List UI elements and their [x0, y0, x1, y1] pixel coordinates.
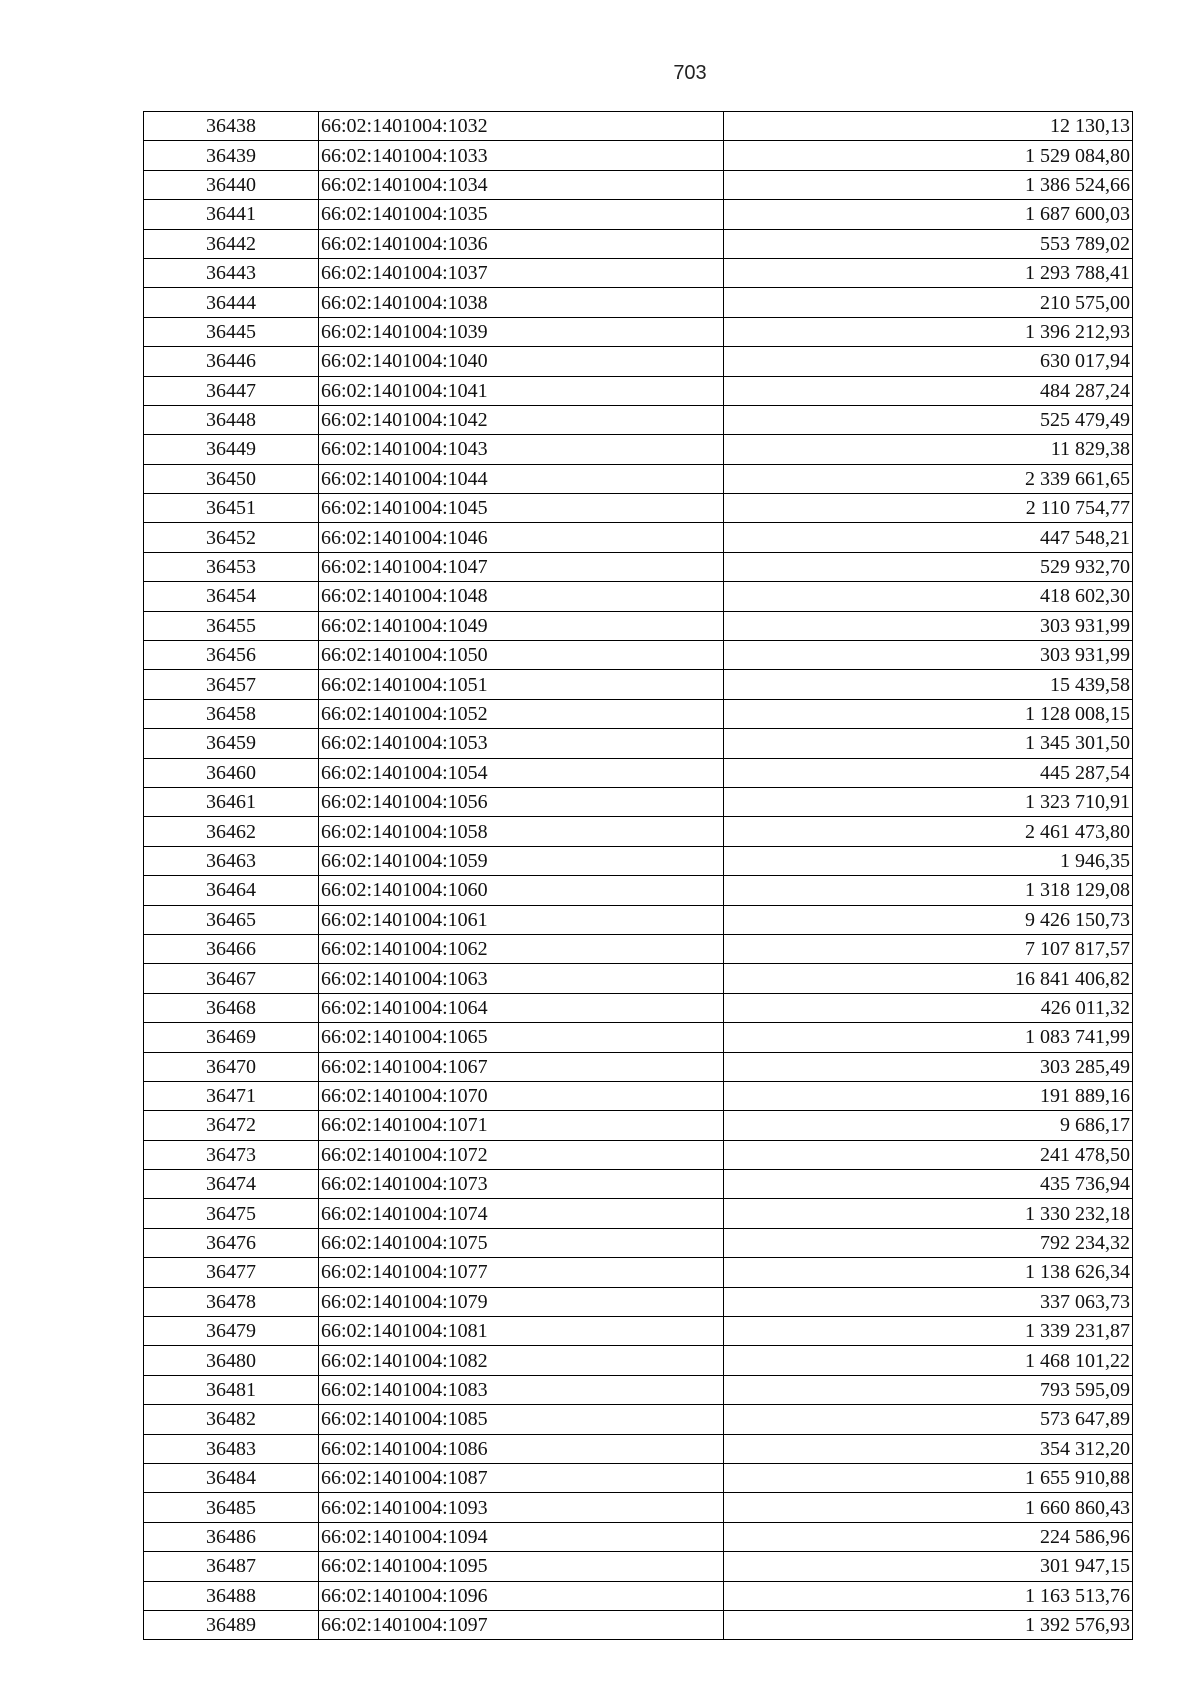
row-number-cell: 36449	[144, 435, 319, 464]
cadastral-value-cell: 11 829,38	[724, 435, 1133, 464]
row-number-cell: 36475	[144, 1199, 319, 1228]
cadastral-number-cell: 66:02:1401004:1083	[319, 1375, 724, 1404]
cadastral-number-cell: 66:02:1401004:1045	[319, 494, 724, 523]
cadastral-number-cell: 66:02:1401004:1050	[319, 641, 724, 670]
table-row	[144, 993, 1133, 1022]
cadastral-value-cell: 1 468 101,22	[724, 1346, 1133, 1375]
row-number-cell: 36448	[144, 405, 319, 434]
cadastral-number-cell: 66:02:1401004:1095	[319, 1552, 724, 1581]
row-number-cell: 36450	[144, 464, 319, 493]
cadastral-value-cell: 303 285,49	[724, 1052, 1133, 1081]
cadastral-number-cell: 66:02:1401004:1042	[319, 405, 724, 434]
cadastral-number-cell: 66:02:1401004:1094	[319, 1522, 724, 1551]
table-row	[144, 170, 1133, 199]
row-number-cell: 36459	[144, 729, 319, 758]
cadastral-number-cell: 66:02:1401004:1059	[319, 846, 724, 875]
cadastral-value-cell: 2 339 661,65	[724, 464, 1133, 493]
table-row	[144, 1581, 1133, 1610]
row-number-cell: 36460	[144, 758, 319, 787]
cadastral-value-cell: 2 110 754,77	[724, 494, 1133, 523]
row-number-cell: 36485	[144, 1493, 319, 1522]
table-row	[144, 376, 1133, 405]
row-number-cell: 36467	[144, 964, 319, 993]
cadastral-number-cell: 66:02:1401004:1070	[319, 1081, 724, 1110]
cadastral-value-cell: 9 686,17	[724, 1111, 1133, 1140]
table-row	[144, 1287, 1133, 1316]
cadastral-number-cell: 66:02:1401004:1033	[319, 141, 724, 170]
row-number-cell: 36479	[144, 1317, 319, 1346]
table-row	[144, 1552, 1133, 1581]
row-number-cell: 36471	[144, 1081, 319, 1110]
table-row	[144, 934, 1133, 963]
cadastral-value-cell: 2 461 473,80	[724, 817, 1133, 846]
cadastral-value-cell: 1 396 212,93	[724, 317, 1133, 346]
cadastral-number-cell: 66:02:1401004:1048	[319, 582, 724, 611]
table-row	[144, 1258, 1133, 1287]
table-row	[144, 288, 1133, 317]
cadastral-value-cell: 1 345 301,50	[724, 729, 1133, 758]
table-row	[144, 1228, 1133, 1257]
row-number-cell: 36473	[144, 1140, 319, 1169]
row-number-cell: 36489	[144, 1610, 319, 1639]
cadastral-value-cell: 418 602,30	[724, 582, 1133, 611]
cadastral-number-cell: 66:02:1401004:1047	[319, 552, 724, 581]
cadastral-number-cell: 66:02:1401004:1063	[319, 964, 724, 993]
cadastral-value-cell: 224 586,96	[724, 1522, 1133, 1551]
table-row	[144, 787, 1133, 816]
cadastral-value-cell: 1 330 232,18	[724, 1199, 1133, 1228]
table-row	[144, 1610, 1133, 1639]
cadastral-value-cell: 529 932,70	[724, 552, 1133, 581]
cadastral-value-cell: 15 439,58	[724, 670, 1133, 699]
table-row	[144, 1375, 1133, 1404]
cadastral-value-cell: 7 107 817,57	[724, 934, 1133, 963]
cadastral-number-cell: 66:02:1401004:1035	[319, 200, 724, 229]
table-row	[144, 964, 1133, 993]
cadastral-value-cell: 303 931,99	[724, 641, 1133, 670]
row-number-cell: 36478	[144, 1287, 319, 1316]
cadastral-number-cell: 66:02:1401004:1062	[319, 934, 724, 963]
cadastral-number-cell: 66:02:1401004:1040	[319, 347, 724, 376]
cadastral-value-cell: 1 655 910,88	[724, 1463, 1133, 1492]
cadastral-number-cell: 66:02:1401004:1041	[319, 376, 724, 405]
cadastral-value-cell: 1 386 524,66	[724, 170, 1133, 199]
table-row	[144, 112, 1133, 141]
row-number-cell: 36444	[144, 288, 319, 317]
page-number: 703	[673, 62, 707, 84]
table-row	[144, 258, 1133, 287]
cadastral-number-cell: 66:02:1401004:1060	[319, 876, 724, 905]
cadastral-number-cell: 66:02:1401004:1072	[319, 1140, 724, 1169]
table-row	[144, 1434, 1133, 1463]
row-number-cell: 36456	[144, 641, 319, 670]
table-row	[144, 670, 1133, 699]
row-number-cell: 36452	[144, 523, 319, 552]
table-row	[144, 905, 1133, 934]
cadastral-number-cell: 66:02:1401004:1052	[319, 699, 724, 728]
cadastral-number-cell: 66:02:1401004:1071	[319, 1111, 724, 1140]
cadastral-number-cell: 66:02:1401004:1074	[319, 1199, 724, 1228]
table-row	[144, 405, 1133, 434]
cadastral-number-cell: 66:02:1401004:1058	[319, 817, 724, 846]
table-row	[144, 1140, 1133, 1169]
row-number-cell: 36486	[144, 1522, 319, 1551]
cadastral-value-cell: 1 529 084,80	[724, 141, 1133, 170]
cadastral-number-cell: 66:02:1401004:1096	[319, 1581, 724, 1610]
cadastral-number-cell: 66:02:1401004:1085	[319, 1405, 724, 1434]
row-number-cell: 36440	[144, 170, 319, 199]
cadastral-value-table	[143, 111, 1133, 1640]
cadastral-value-cell: 354 312,20	[724, 1434, 1133, 1463]
row-number-cell: 36482	[144, 1405, 319, 1434]
table-row	[144, 1081, 1133, 1110]
table-row	[144, 464, 1133, 493]
cadastral-number-cell: 66:02:1401004:1065	[319, 1023, 724, 1052]
cadastral-value-cell: 210 575,00	[724, 288, 1133, 317]
table-row	[144, 1023, 1133, 1052]
cadastral-value-cell: 1 318 129,08	[724, 876, 1133, 905]
cadastral-number-cell: 66:02:1401004:1061	[319, 905, 724, 934]
cadastral-number-cell: 66:02:1401004:1064	[319, 993, 724, 1022]
table-row	[144, 758, 1133, 787]
cadastral-number-cell: 66:02:1401004:1079	[319, 1287, 724, 1316]
table-row	[144, 435, 1133, 464]
cadastral-number-cell: 66:02:1401004:1049	[319, 611, 724, 640]
cadastral-value-cell: 1 163 513,76	[724, 1581, 1133, 1610]
table-row	[144, 494, 1133, 523]
cadastral-number-cell: 66:02:1401004:1067	[319, 1052, 724, 1081]
table-row	[144, 846, 1133, 875]
cadastral-number-cell: 66:02:1401004:1046	[319, 523, 724, 552]
row-number-cell: 36472	[144, 1111, 319, 1140]
table-row	[144, 1317, 1133, 1346]
row-number-cell: 36463	[144, 846, 319, 875]
cadastral-number-cell: 66:02:1401004:1036	[319, 229, 724, 258]
cadastral-number-cell: 66:02:1401004:1086	[319, 1434, 724, 1463]
cadastral-number-cell: 66:02:1401004:1082	[319, 1346, 724, 1375]
table-row	[144, 582, 1133, 611]
row-number-cell: 36468	[144, 993, 319, 1022]
table-row	[144, 1493, 1133, 1522]
cadastral-value-cell: 484 287,24	[724, 376, 1133, 405]
row-number-cell: 36457	[144, 670, 319, 699]
cadastral-value-cell: 9 426 150,73	[724, 905, 1133, 934]
table-row	[144, 1463, 1133, 1492]
cadastral-value-cell: 553 789,02	[724, 229, 1133, 258]
row-number-cell: 36438	[144, 112, 319, 141]
cadastral-value-cell: 1 128 008,15	[724, 699, 1133, 728]
cadastral-value-cell: 191 889,16	[724, 1081, 1133, 1110]
row-number-cell: 36442	[144, 229, 319, 258]
cadastral-value-cell: 426 011,32	[724, 993, 1133, 1022]
cadastral-number-cell: 66:02:1401004:1038	[319, 288, 724, 317]
cadastral-number-cell: 66:02:1401004:1093	[319, 1493, 724, 1522]
row-number-cell: 36469	[144, 1023, 319, 1052]
row-number-cell: 36464	[144, 876, 319, 905]
row-number-cell: 36465	[144, 905, 319, 934]
table-row	[144, 1346, 1133, 1375]
cadastral-value-cell: 1 339 231,87	[724, 1317, 1133, 1346]
row-number-cell: 36446	[144, 347, 319, 376]
cadastral-value-cell: 1 660 860,43	[724, 1493, 1133, 1522]
cadastral-value-cell: 337 063,73	[724, 1287, 1133, 1316]
row-number-cell: 36487	[144, 1552, 319, 1581]
row-number-cell: 36455	[144, 611, 319, 640]
cadastral-number-cell: 66:02:1401004:1054	[319, 758, 724, 787]
row-number-cell: 36451	[144, 494, 319, 523]
row-number-cell: 36453	[144, 552, 319, 581]
cadastral-value-cell: 792 234,32	[724, 1228, 1133, 1257]
table-body	[144, 112, 1133, 1640]
cadastral-value-cell: 793 595,09	[724, 1375, 1133, 1404]
table-row	[144, 317, 1133, 346]
cadastral-value-cell: 1 293 788,41	[724, 258, 1133, 287]
cadastral-value-cell: 16 841 406,82	[724, 964, 1133, 993]
table-row	[144, 1052, 1133, 1081]
table-row	[144, 876, 1133, 905]
row-number-cell: 36441	[144, 200, 319, 229]
cadastral-value-cell: 445 287,54	[724, 758, 1133, 787]
cadastral-value-cell: 1 323 710,91	[724, 787, 1133, 816]
cadastral-value-cell: 303 931,99	[724, 611, 1133, 640]
row-number-cell: 36470	[144, 1052, 319, 1081]
cadastral-number-cell: 66:02:1401004:1044	[319, 464, 724, 493]
table-row	[144, 641, 1133, 670]
cadastral-value-cell: 1 687 600,03	[724, 200, 1133, 229]
table-row	[144, 817, 1133, 846]
cadastral-number-cell: 66:02:1401004:1053	[319, 729, 724, 758]
row-number-cell: 36483	[144, 1434, 319, 1463]
row-number-cell: 36481	[144, 1375, 319, 1404]
cadastral-value-cell: 447 548,21	[724, 523, 1133, 552]
row-number-cell: 36443	[144, 258, 319, 287]
table-row	[144, 1199, 1133, 1228]
cadastral-number-cell: 66:02:1401004:1051	[319, 670, 724, 699]
row-number-cell: 36466	[144, 934, 319, 963]
row-number-cell: 36462	[144, 817, 319, 846]
table-row	[144, 699, 1133, 728]
cadastral-value-cell: 12 130,13	[724, 112, 1133, 141]
table-row	[144, 729, 1133, 758]
cadastral-value-cell: 630 017,94	[724, 347, 1133, 376]
cadastral-number-cell: 66:02:1401004:1037	[319, 258, 724, 287]
cadastral-number-cell: 66:02:1401004:1032	[319, 112, 724, 141]
row-number-cell: 36454	[144, 582, 319, 611]
table-row	[144, 552, 1133, 581]
cadastral-value-cell: 241 478,50	[724, 1140, 1133, 1169]
table-row	[144, 1522, 1133, 1551]
cadastral-value-cell: 435 736,94	[724, 1170, 1133, 1199]
cadastral-number-cell: 66:02:1401004:1073	[319, 1170, 724, 1199]
cadastral-value-cell: 525 479,49	[724, 405, 1133, 434]
row-number-cell: 36461	[144, 787, 319, 816]
table-row	[144, 611, 1133, 640]
cadastral-value-cell: 1 083 741,99	[724, 1023, 1133, 1052]
cadastral-number-cell: 66:02:1401004:1056	[319, 787, 724, 816]
row-number-cell: 36474	[144, 1170, 319, 1199]
table-row	[144, 347, 1133, 376]
row-number-cell: 36445	[144, 317, 319, 346]
table-row	[144, 523, 1133, 552]
cadastral-number-cell: 66:02:1401004:1097	[319, 1610, 724, 1639]
table-row	[144, 229, 1133, 258]
cadastral-value-cell: 1 138 626,34	[724, 1258, 1133, 1287]
cadastral-number-cell: 66:02:1401004:1075	[319, 1228, 724, 1257]
table-row	[144, 141, 1133, 170]
row-number-cell: 36484	[144, 1463, 319, 1492]
cadastral-value-cell: 1 946,35	[724, 846, 1133, 875]
row-number-cell: 36476	[144, 1228, 319, 1257]
table-row	[144, 200, 1133, 229]
table-row	[144, 1170, 1133, 1199]
row-number-cell: 36447	[144, 376, 319, 405]
row-number-cell: 36488	[144, 1581, 319, 1610]
cadastral-number-cell: 66:02:1401004:1039	[319, 317, 724, 346]
table-row	[144, 1111, 1133, 1140]
table-row	[144, 1405, 1133, 1434]
cadastral-value-cell: 1 392 576,93	[724, 1610, 1133, 1639]
cadastral-value-cell: 301 947,15	[724, 1552, 1133, 1581]
row-number-cell: 36439	[144, 141, 319, 170]
cadastral-number-cell: 66:02:1401004:1034	[319, 170, 724, 199]
cadastral-number-cell: 66:02:1401004:1081	[319, 1317, 724, 1346]
cadastral-number-cell: 66:02:1401004:1043	[319, 435, 724, 464]
cadastral-number-cell: 66:02:1401004:1087	[319, 1463, 724, 1492]
row-number-cell: 36477	[144, 1258, 319, 1287]
cadastral-value-cell: 573 647,89	[724, 1405, 1133, 1434]
row-number-cell: 36480	[144, 1346, 319, 1375]
row-number-cell: 36458	[144, 699, 319, 728]
cadastral-number-cell: 66:02:1401004:1077	[319, 1258, 724, 1287]
